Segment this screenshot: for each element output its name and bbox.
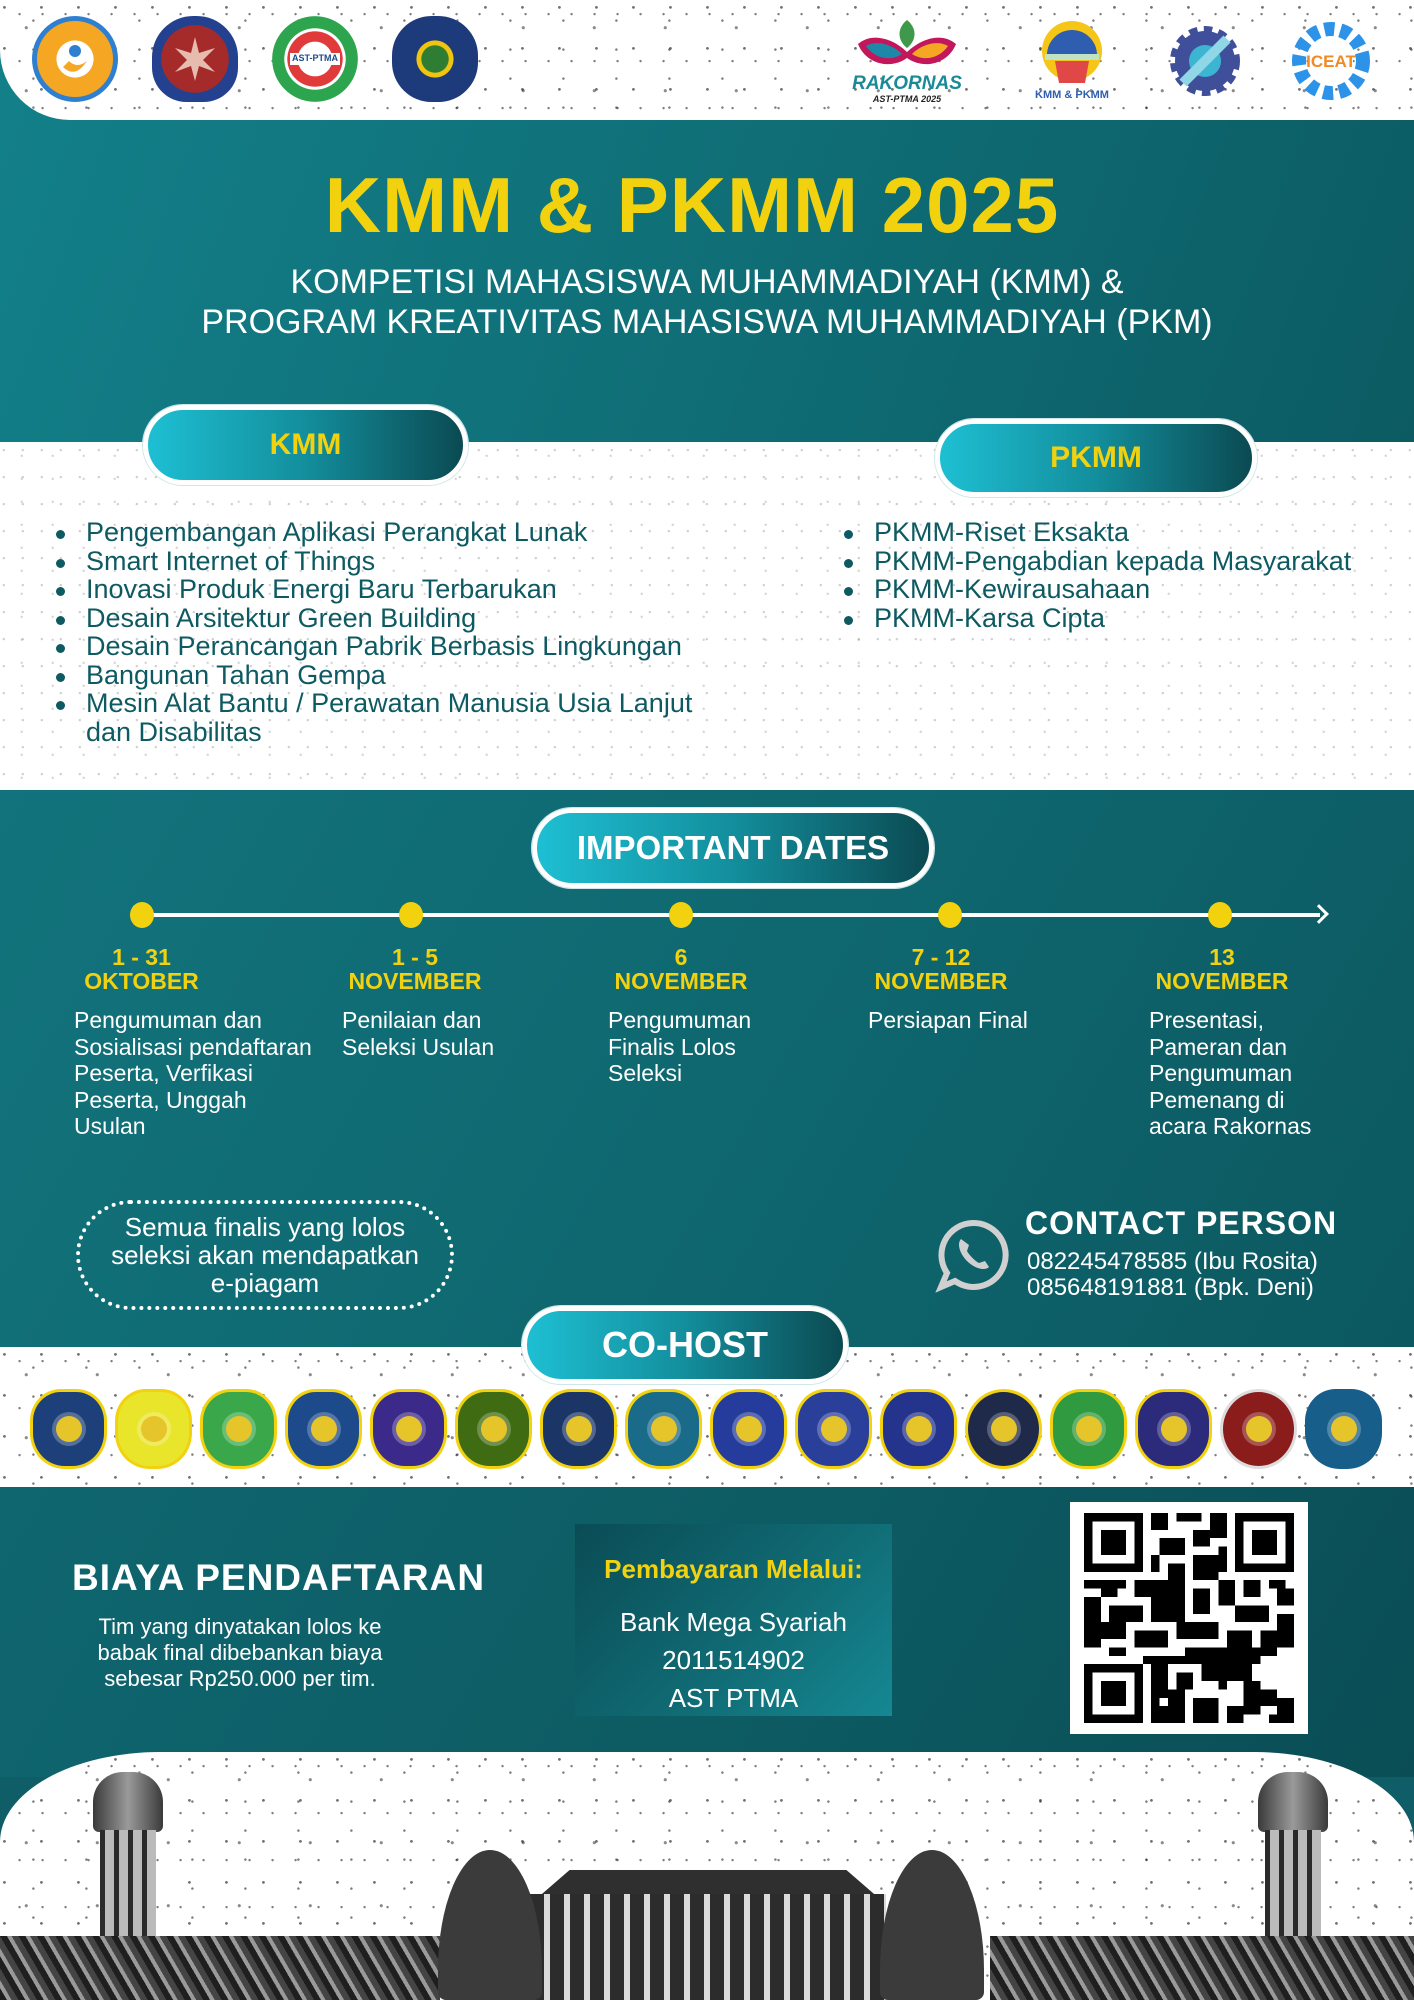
- timeline-arrow-icon: [1309, 904, 1329, 924]
- timeline-dot: [938, 902, 962, 928]
- foliage-left: [0, 1936, 440, 2000]
- pkmm-category-item: PKMM-Kewirausahaan: [844, 575, 1414, 604]
- pkmm-category-item: PKMM-Pengabdian kepada Masyarakat: [844, 547, 1414, 576]
- cohost-logo-ump-purwokerto: [710, 1389, 787, 1469]
- kmm-category-item: Bangunan Tahan Gempa: [56, 661, 736, 690]
- cohost-logo-um-banjarmasin: [1305, 1389, 1382, 1469]
- kmm-heading-pill: KMM: [143, 405, 468, 485]
- cohost-logo-um-palangkaraya: [1050, 1389, 1127, 1469]
- kmm-category-list: [56, 518, 736, 746]
- helmet-gear-icon: [1027, 21, 1117, 89]
- page-subtitle: [0, 262, 1414, 342]
- cohost-logo-um-tangerang: [285, 1389, 362, 1469]
- cohost-heading-pill: CO-HOST: [522, 1306, 848, 1384]
- iceat-logo: [1288, 16, 1374, 106]
- cypress-tree-right: [880, 1850, 984, 2000]
- event-date: 6 NOVEMBER: [614, 944, 748, 994]
- kmm-category-item: Smart Internet of Things: [56, 547, 736, 576]
- cohost-logo-row: [30, 1389, 1382, 1469]
- kmm-pkmm-logo-label: KMM & PKMM: [1035, 88, 1109, 101]
- cohost-logo-um-sorong: [1135, 1389, 1212, 1469]
- cohost-logo-um-surabaya: [795, 1389, 872, 1469]
- event-description: Pengumuman dan Sosialisasi pendaftaran Peserta, Verfikasi Peserta, Unggah Usulan: [74, 1007, 312, 1139]
- event-date: 13 NOVEMBER: [1155, 944, 1289, 994]
- cohost-logo-umkt: [965, 1389, 1042, 1469]
- timeline-dot: [130, 902, 154, 928]
- account-number: 2011514902: [662, 1645, 805, 1675]
- rakornas-label: RAKORNAS: [852, 72, 962, 94]
- campus-photo-footer: [0, 1752, 1414, 2000]
- pkmm-category-item: PKMM-Karsa Cipta: [844, 604, 1414, 633]
- registration-fee-section: [0, 1487, 1414, 1777]
- kmm-category-item: Desain Arsitektur Green Building: [56, 604, 736, 633]
- cohost-logo-ums-surakarta: [370, 1389, 447, 1469]
- cohost-logo-uhamka: [625, 1389, 702, 1469]
- fee-title: BIAYA PENDAFTARAN: [72, 1557, 486, 1598]
- mask-leaf-icon: [852, 18, 962, 74]
- rakornas-ast-ptma-2025-logo: [832, 16, 982, 106]
- event-description: Presentasi, Pameran dan Pengumuman Pemenang di acara Rakornas: [1149, 1007, 1312, 1139]
- timeline-dot: [1208, 902, 1232, 928]
- timeline-event: [74, 945, 334, 1140]
- foliage-right: [990, 1936, 1414, 2000]
- kmm-category-item: Mesin Alat Bantu / Perawatan Manusia Usia Lanjut dan Disabilitas: [56, 689, 716, 746]
- cohost-logo-umsida: [540, 1389, 617, 1469]
- water-tower-right: [1258, 1772, 1328, 1832]
- svg-text:ICEAT: ICEAT: [1306, 52, 1356, 71]
- event-logos: [832, 16, 1374, 106]
- timeline-event: [342, 945, 542, 1060]
- cohost-logo-umm-malang: [880, 1389, 957, 1469]
- event-description: Penilaian dan Seleksi Usulan: [342, 1007, 495, 1060]
- contact-person: [935, 1205, 1395, 1305]
- cohost-logo-ahmad-dahlan: [30, 1389, 107, 1469]
- subtitle-line-1: KOMPETISI MAHASISWA MUHAMMADIYAH (KMM) &: [290, 263, 1124, 301]
- timeline-event: [608, 945, 808, 1087]
- cohost-logo-umj: [115, 1389, 192, 1469]
- pp-muhammadiyah-majelis-logo: [152, 16, 238, 102]
- sponsor-logo-band: [0, 0, 1414, 120]
- pkmm-heading-pill: PKMM: [935, 419, 1257, 497]
- cohost-logo-itb-ahmad-dahlan: [1220, 1389, 1297, 1469]
- registration-qr-code[interactable]: [1070, 1502, 1308, 1734]
- event-date: 1 - 31 OKTOBER: [84, 944, 199, 994]
- whatsapp-icon: [935, 1217, 1011, 1293]
- timeline-event: [868, 945, 1088, 1034]
- cohost-logo-unisa-yogyakarta: [200, 1389, 277, 1469]
- contact-title: CONTACT PERSON: [1025, 1205, 1338, 1241]
- payment-details-box: [575, 1524, 892, 1716]
- timeline-line: [140, 913, 1320, 917]
- payment-via-label: Pembayaran Melalui:: [604, 1554, 863, 1584]
- water-tower-left: [93, 1772, 163, 1832]
- diktisaintek-emblem-icon: [55, 39, 95, 79]
- gear-icon: [1289, 19, 1373, 103]
- event-date: 1 - 5 NOVEMBER: [348, 944, 482, 994]
- contact-phone: 085648191881 (Bpk. Deni): [1027, 1274, 1314, 1301]
- subtitle-line-2: PROGRAM KREATIVITAS MAHASISWA MUHAMMADIYAH (PKM): [201, 303, 1213, 341]
- gear-icon: [1169, 25, 1241, 97]
- organizer-logos: [32, 16, 478, 102]
- timeline-event: [1149, 945, 1349, 1140]
- fee-description: Tim yang dinyatakan lolos ke babak final dibebankan biaya sebesar Rp250.000 per tim.: [97, 1614, 383, 1691]
- pkmm-category-item: PKMM-Riset Eksakta: [844, 518, 1414, 547]
- kmm-category-item: Desain Perancangan Pabrik Berbasis Lingkungan: [56, 632, 736, 661]
- qr-code-icon: [1081, 1513, 1297, 1723]
- event-description: Persiapan Final: [868, 1007, 1028, 1033]
- page-title: KMM & PKMM 2025: [324, 161, 1060, 249]
- event-description: Pengumuman Finalis Lolos Seleksi: [608, 1007, 752, 1086]
- kmm-category-item: Inovasi Produk Energi Baru Terbarukan: [56, 575, 736, 604]
- diktisaintek-berdampak-logo: [32, 16, 118, 102]
- seminar-nasional-teknologi-terapan-logo: [1162, 16, 1248, 106]
- account-name: AST PTMA: [668, 1683, 799, 1713]
- e-piagam-note: Semua finalis yang lolos seleksi akan mendapatkan e-piagam: [76, 1200, 454, 1310]
- kmm-category-item: Pengembangan Aplikasi Perangkat Lunak: [56, 518, 736, 547]
- timeline-dot: [669, 902, 693, 928]
- universitas-muhammadiyah-jember-logo: [392, 16, 478, 102]
- campus-building: [530, 1894, 886, 2000]
- pkmm-category-list: [844, 518, 1414, 632]
- timeline-dot: [399, 902, 423, 928]
- bank-name: Bank Mega Syariah: [620, 1607, 847, 1637]
- kmm-pkmm-logo: [1022, 16, 1122, 106]
- rakornas-sublabel: AST-PTMA 2025: [872, 93, 942, 104]
- ast-ptma-logo: AST-PTMA: [272, 16, 358, 102]
- important-dates-heading-pill: IMPORTANT DATES: [532, 808, 934, 888]
- cypress-tree-left: [438, 1850, 542, 2000]
- sun-emblem-icon: [170, 34, 220, 84]
- contact-phone: 082245478585 (Ibu Rosita): [1027, 1248, 1318, 1275]
- event-date: 7 - 12 NOVEMBER: [874, 944, 1008, 994]
- cohost-logo-umy: [455, 1389, 532, 1469]
